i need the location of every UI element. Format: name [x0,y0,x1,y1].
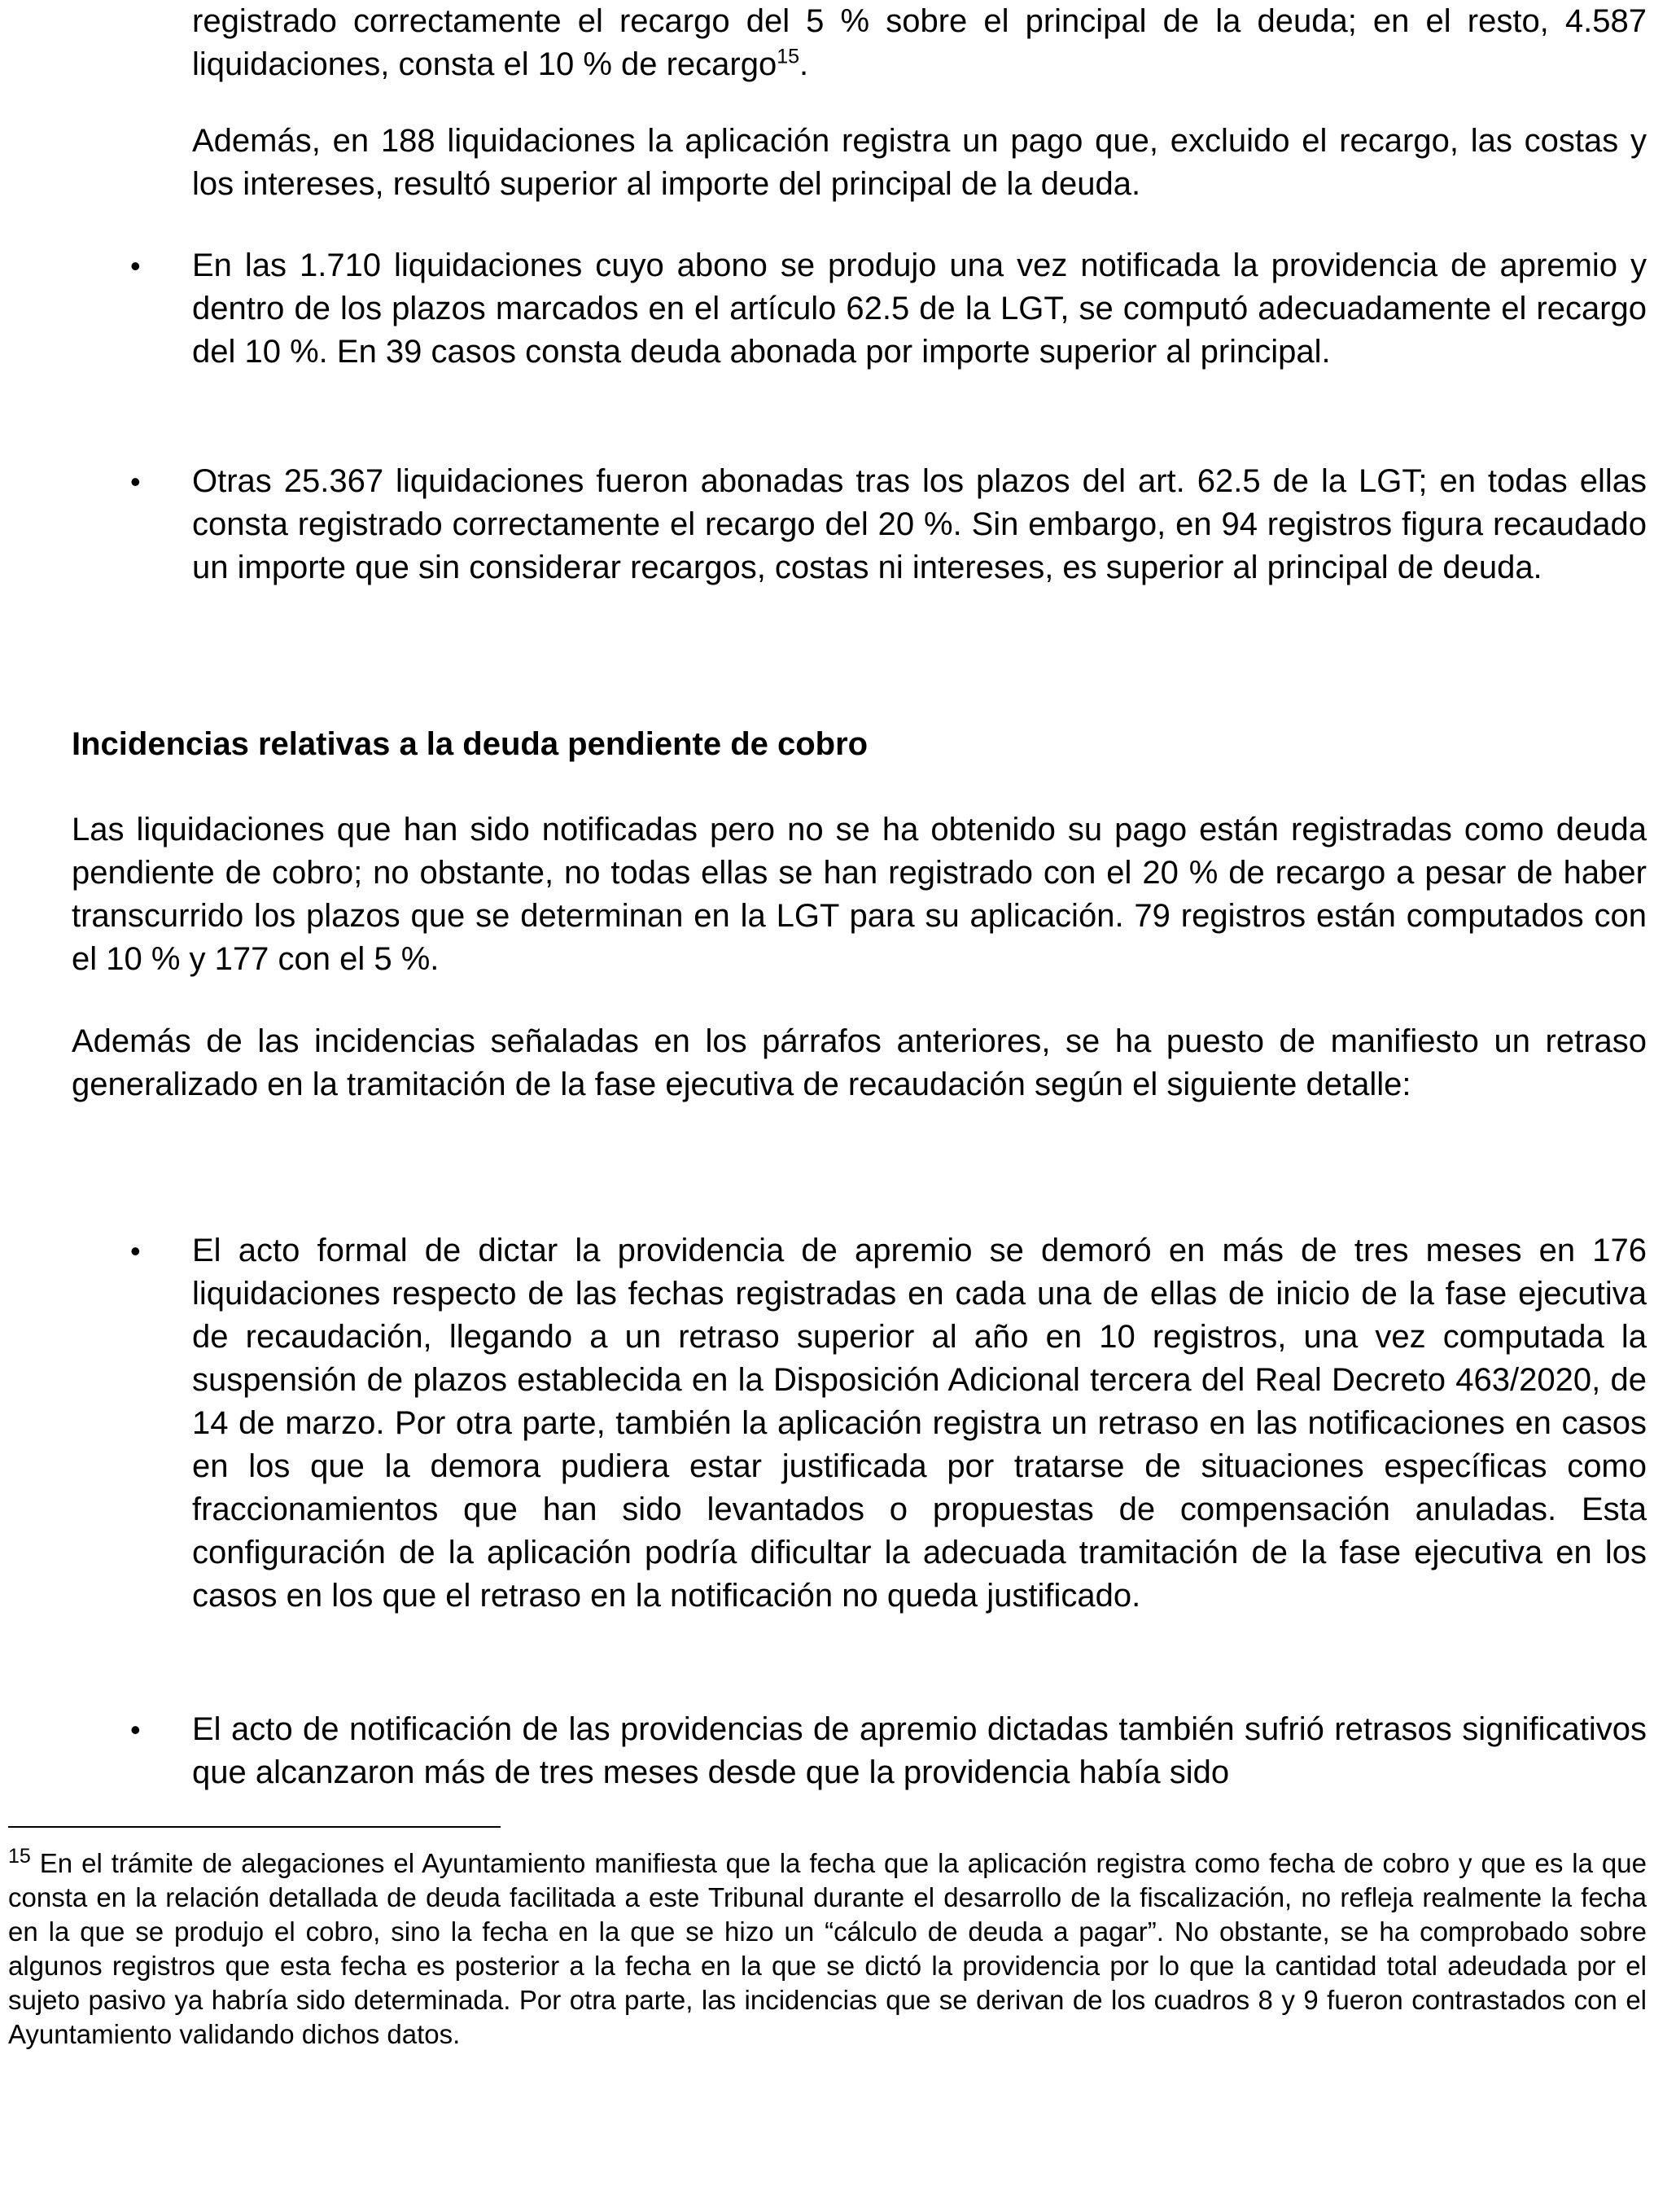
section-paragraph: Las liquidaciones que han sido notificadas pero no se ha obtenido su pago están registradas como deuda pendiente de cobro; no obstante, no todas ellas se han registrado con el 20 % de recargo a pesar de haber transcurrido los plazos que se determinan en la LGT para su aplicación. 79 registros están computados con el 10 % y 177 con el 5 %. [72,812,1647,977]
bullet-marker: • [130,1713,141,1746]
bullet-item: El acto formal de dictar la providencia de apremio se demoró en más de tres meses en 176 liquidaciones respecto de las fechas registradas en cada una de ellas de inicio de la fase ejecutiva de recaudación, llegando a un retraso superior al año en 10 registros, una vez computada la suspensión de plazos establecida en la Disposición Adicional tercera del Real Decreto 463/2020, de 14 de marzo. Por otra parte, también la aplicación registra un retraso en las notificaciones en casos en los que la demora pudiera estar justificada por tratarse de situaciones específicas como fraccionamientos que han sido levantados o propuestas de compensación anuladas. Esta configuración de la aplicación podría dificultar la adecuada tramitación de la fase ejecutiva en los casos en los que el retraso en la notificación no queda justificado. [192,1233,1647,1614]
footnote-number: 15 [8,1845,31,1868]
footnote-reference[interactable]: 15 [777,45,800,68]
bullet-item: Otras 25.367 liquidaciones fueron abonadas tras los plazos del art. 62.5 de la LGT; en todas ellas consta registrado correctamente el recargo del 20 %. Sin embargo, en 94 registros figura recaudado un importe que sin considerar recargos, costas ni intereses, es superior al principal de deuda. [192,463,1647,585]
footnote-separator [8,1826,501,1828]
bullet-marker: • [130,249,141,283]
section-paragraph: Además de las incidencias señaladas en los párrafos anteriores, se ha puesto de manifiesto un retraso generalizado en la tramitación de la fase ejecutiva de recaudación según el siguiente detalle: [72,1023,1647,1102]
footnote-text: En el trámite de alegaciones el Ayuntamiento manifiesta que la fecha que la aplicación registra como fecha de cobro y que es la que consta en la relación detallada de deuda facilitada a este Tribunal durante el desarrollo de la fiscalización, no refleja realmente la fecha en la que se produjo el cobro, sino la fecha en la que se hizo un “cálculo de deuda a pagar”. No obstante, se ha comprobado sobre algunos registros que esta fecha es posterior a la fecha en la que se dictó la providencia por lo que la cantidad total adeudada por el sujeto pasivo ya habría sido determinada. Por otra parte, las incidencias que se derivan de los cuadros 8 y 9 fueron contrastados con el Ayuntamiento validando dichos datos. [8,1848,1647,2049]
bullet-marker: • [130,1234,141,1268]
intro-continuation-text: registrado correctamente el recargo del 5 % sobre el principal de la deuda; en el resto, 4.587 liquidaciones, consta el 10 % de recargo [192,3,1647,82]
footnote [8,1846,1647,2052]
section-heading: Incidencias relativas a la deuda pendiente de cobro [72,726,869,762]
bullet-item: El acto de notificación de las providencias de apremio dictadas también sufrió retrasos significativos que alcanzaron más de tres meses desde que la providencia había sido [192,1711,1647,1790]
intro-continuation-paragraph [192,0,1647,86]
intro-paragraph: Además, en 188 liquidaciones la aplicación registra un pago que, excluido el recargo, las costas y los intereses, resultó superior al importe del principal de la deuda. [192,123,1647,202]
bullet-item: En las 1.710 liquidaciones cuyo abono se produjo una vez notificada la providencia de apremio y dentro de los plazos marcados en el artículo 62.5 de la LGT, se computó adecuadamente el recargo del 10 %. En 39 casos consta deuda abonada por importe superior al principal. [192,247,1647,370]
intro-continuation-end: . [799,46,809,82]
bullet-marker: • [130,465,141,498]
